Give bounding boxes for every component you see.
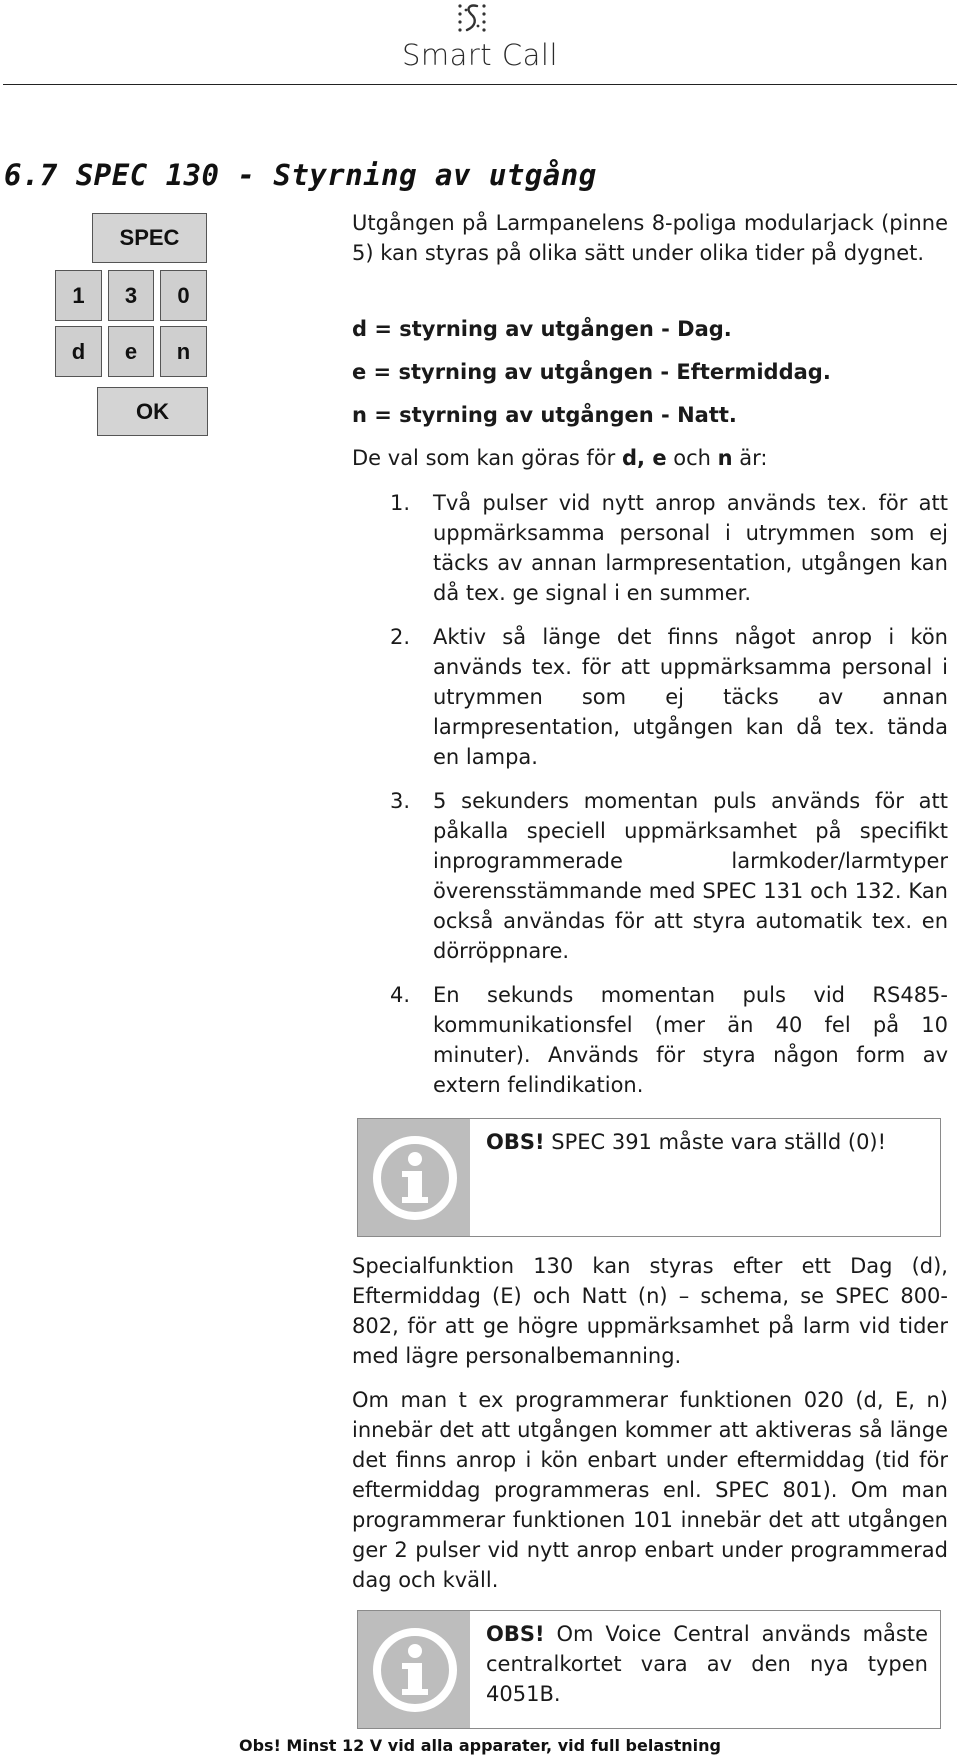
keypad-key-d: d [55, 326, 102, 377]
list-item: En sekunds momentan puls vid RS485-kommunikationsfel (mer än 40 fel på 10 minuter). Används för styra någon form av extern felindikation. [433, 983, 948, 1097]
list-item: Aktiv så länge det finns något anrop i kön används tex. för att uppmärksamma personal i utrymmen som ej täcks av annan larmpresentation, utgången kan då tex. tända en lampa. [433, 625, 948, 769]
note-box [357, 1610, 941, 1729]
keypad-key-e: e [108, 326, 154, 377]
choices-intro: De val som kan göras för d, e och n är: [352, 446, 768, 470]
note-box [357, 1118, 941, 1237]
page-header [0, 0, 960, 86]
info-icon [372, 1627, 458, 1713]
intro-paragraph: Utgången på Larmpanelens 8-poliga modularjack (pinne 5) kan styras på olika sätt under olika tider på dygnet. [352, 211, 948, 265]
info-icon [372, 1135, 458, 1221]
smart-call-logo-icon [452, 0, 492, 40]
note-text: OBS! SPEC 391 måste vara ställd (0)! [486, 1130, 887, 1154]
paragraph: Om man t ex programmerar funktionen 020 (d, E, n) innebär det att utgången kommer att aktiveras så länge det finns anrop i kön enbart under eftermiddag (tid för eftermiddag programmeras enl. SPEC 801). Om man programmerar funktionen 101 innebär det att utgången ger 2 pulser vid nytt anrop enbart under programmerad dag och kväll. [352, 1388, 948, 1592]
page-footer: Obs! Minst 12 V vid alla apparater, vid full belastning [238, 1736, 722, 1755]
keypad-key-0: 0 [160, 270, 207, 321]
keypad-key-3: 3 [108, 270, 154, 321]
list-number: 4. [390, 983, 411, 1007]
keypad-ok-key: OK [97, 387, 208, 436]
brand-name: Smart Call [401, 38, 559, 72]
section-title: 6.7 SPEC 130 - Styrning av utgång [4, 158, 597, 192]
list-item: 5 sekunders momentan puls används för att påkalla speciell uppmärksamhet på specifikt inprogrammerade larmkoder/larmtyper överensstämmande med SPEC 131 och 132. Kan också användas för att styra automatik tex. en dörröppnare. [433, 789, 948, 963]
note-text: OBS! Om Voice Central används måste centralkortet vara av den nya typen 4051B. [486, 1622, 928, 1706]
paragraph: Specialfunktion 130 kan styras efter ett Dag (d), Eftermiddag (E) och Natt (n) – schema, se SPEC 800-802, för att ge högre uppmärksamhet på larm vid tider med lägre personalbemanning. [352, 1254, 948, 1368]
definition-e: e = styrning av utgången - Eftermiddag. [352, 360, 831, 384]
header-divider [3, 84, 957, 85]
list-number: 1. [390, 491, 411, 515]
list-item: Två pulser vid nytt anrop används tex. för att uppmärksamma personal i utrymmen som ej täcks av annan larmpresentation, utgången kan då tex. ge signal i en summer. [433, 491, 948, 605]
definition-n: n = styrning av utgången - Natt. [352, 403, 737, 427]
list-number: 2. [390, 625, 411, 649]
keypad-key-1: 1 [55, 270, 102, 321]
keypad-key-n: n [160, 326, 207, 377]
list-number: 3. [390, 789, 411, 813]
keypad-spec-key: SPEC [92, 213, 207, 263]
definition-d: d = styrning av utgången - Dag. [352, 317, 732, 341]
